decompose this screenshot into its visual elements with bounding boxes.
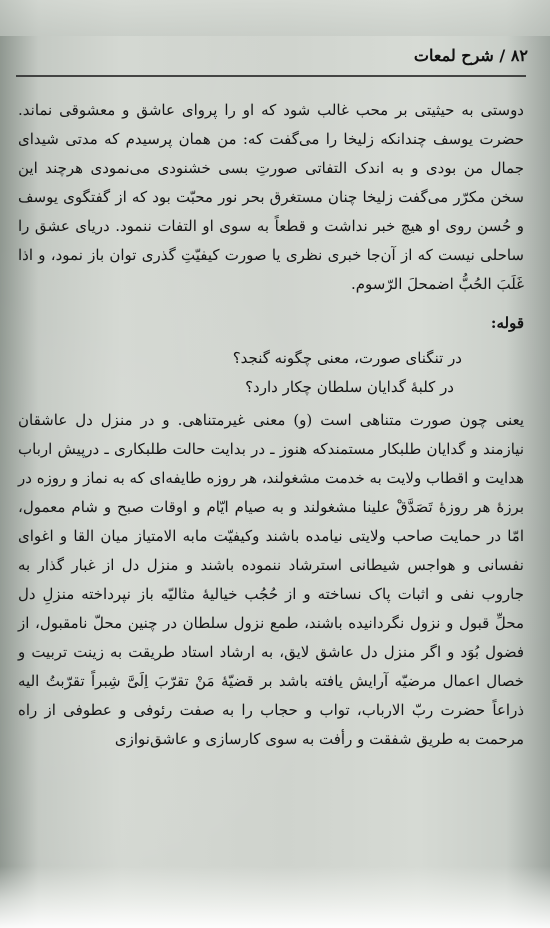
quote-label: قوله:	[490, 314, 524, 332]
verse-line-2: در کلبهٔ گدایان سلطان چکار دارد؟	[245, 378, 454, 396]
paragraph-1: دوستی به حیثیتی بر محب غالب شود که او را پروای عاشق و معشوقی نماند. حضرت یوسف چندانکه زلیخا را می‌گفت که: من همان پرسیدم که مدتی شیدای جمال من بودی و به اندک التفاتی صورتِ بسی خشنودی می‌نمودی هرچند این سخن مکرّر می‌گفت زلیخا چنان مستغرق بحر نور محبّت بود که از گفتگوی یوسف و حُسن روی او هیچ خبر نداشت و قطعاً به سوی او التفات ننمود. دریای عشق را ساحلی نیست که از آن‌جا خبری نظری یا صورت کیفیّتِ گذری توان باز نمود، و اذا غَلَبَ الحُبُّ اضمحلَ الرّسوم.	[18, 101, 524, 293]
header-divider	[16, 75, 526, 77]
verse-line-1: در تنگنای صورت، معنی چگونه گنجد؟	[232, 349, 462, 367]
page-body	[18, 96, 524, 754]
paragraph-2: یعنی چون صورت متناهی است (و) معنی غیرمتناهی. و در منزل دل عاشقان نیازمند و گدایان طلبکار مستمندکه هنوز ـ در بدایت حالت طلبکاری ـ درپیش ارباب هدایت و اقطاب ولایت به خدمت مشغولند، هر روزه طایفه‌ای که به نماز و روزه در برزهٔ هر روزهٔ تَصَدَّقْ علینا مشغولند و به صیام ایّام و اوقات صبح و شام معمول، امّا در حمایت صاحب ولایتی نیامده باشند وکیفیّت مابه الامتیاز میان القا و اغوای نفسانی و هواجس شیطانی استرشاد ننموده باشند و منزل دل از غبار گذار به جاروب نفی و اثبات پاک نساخته و از حُجُب خیالیهٔ مثالیّه باز نپرداخته منزلِ دل محلِّ قبول و نزول نگردانیده باشند، طمع نزول سلطان در چنین محلّ نامقبول، از فضول بُوَد و اگر منزل دل عاشق لایق، به ارشاد استاد طریقت به زینت تربیت و خصال اعمال مرضیّه آرایش یافته باشد بر قضیّهٔ مَنْ تقرّبَ اِلَیَّ شِبراً تقرّبتُ الیه ذراعاً حضرت ربّ الارباب، تواب و حجاب را به صفت رئوفی و عطوفی از راه مرحمت به طریق شفقت و رأفت به سوی کارسازی و عاشق‌نوازی	[18, 411, 524, 748]
page-header: ۸۲ / شرح لمعات	[413, 46, 528, 65]
